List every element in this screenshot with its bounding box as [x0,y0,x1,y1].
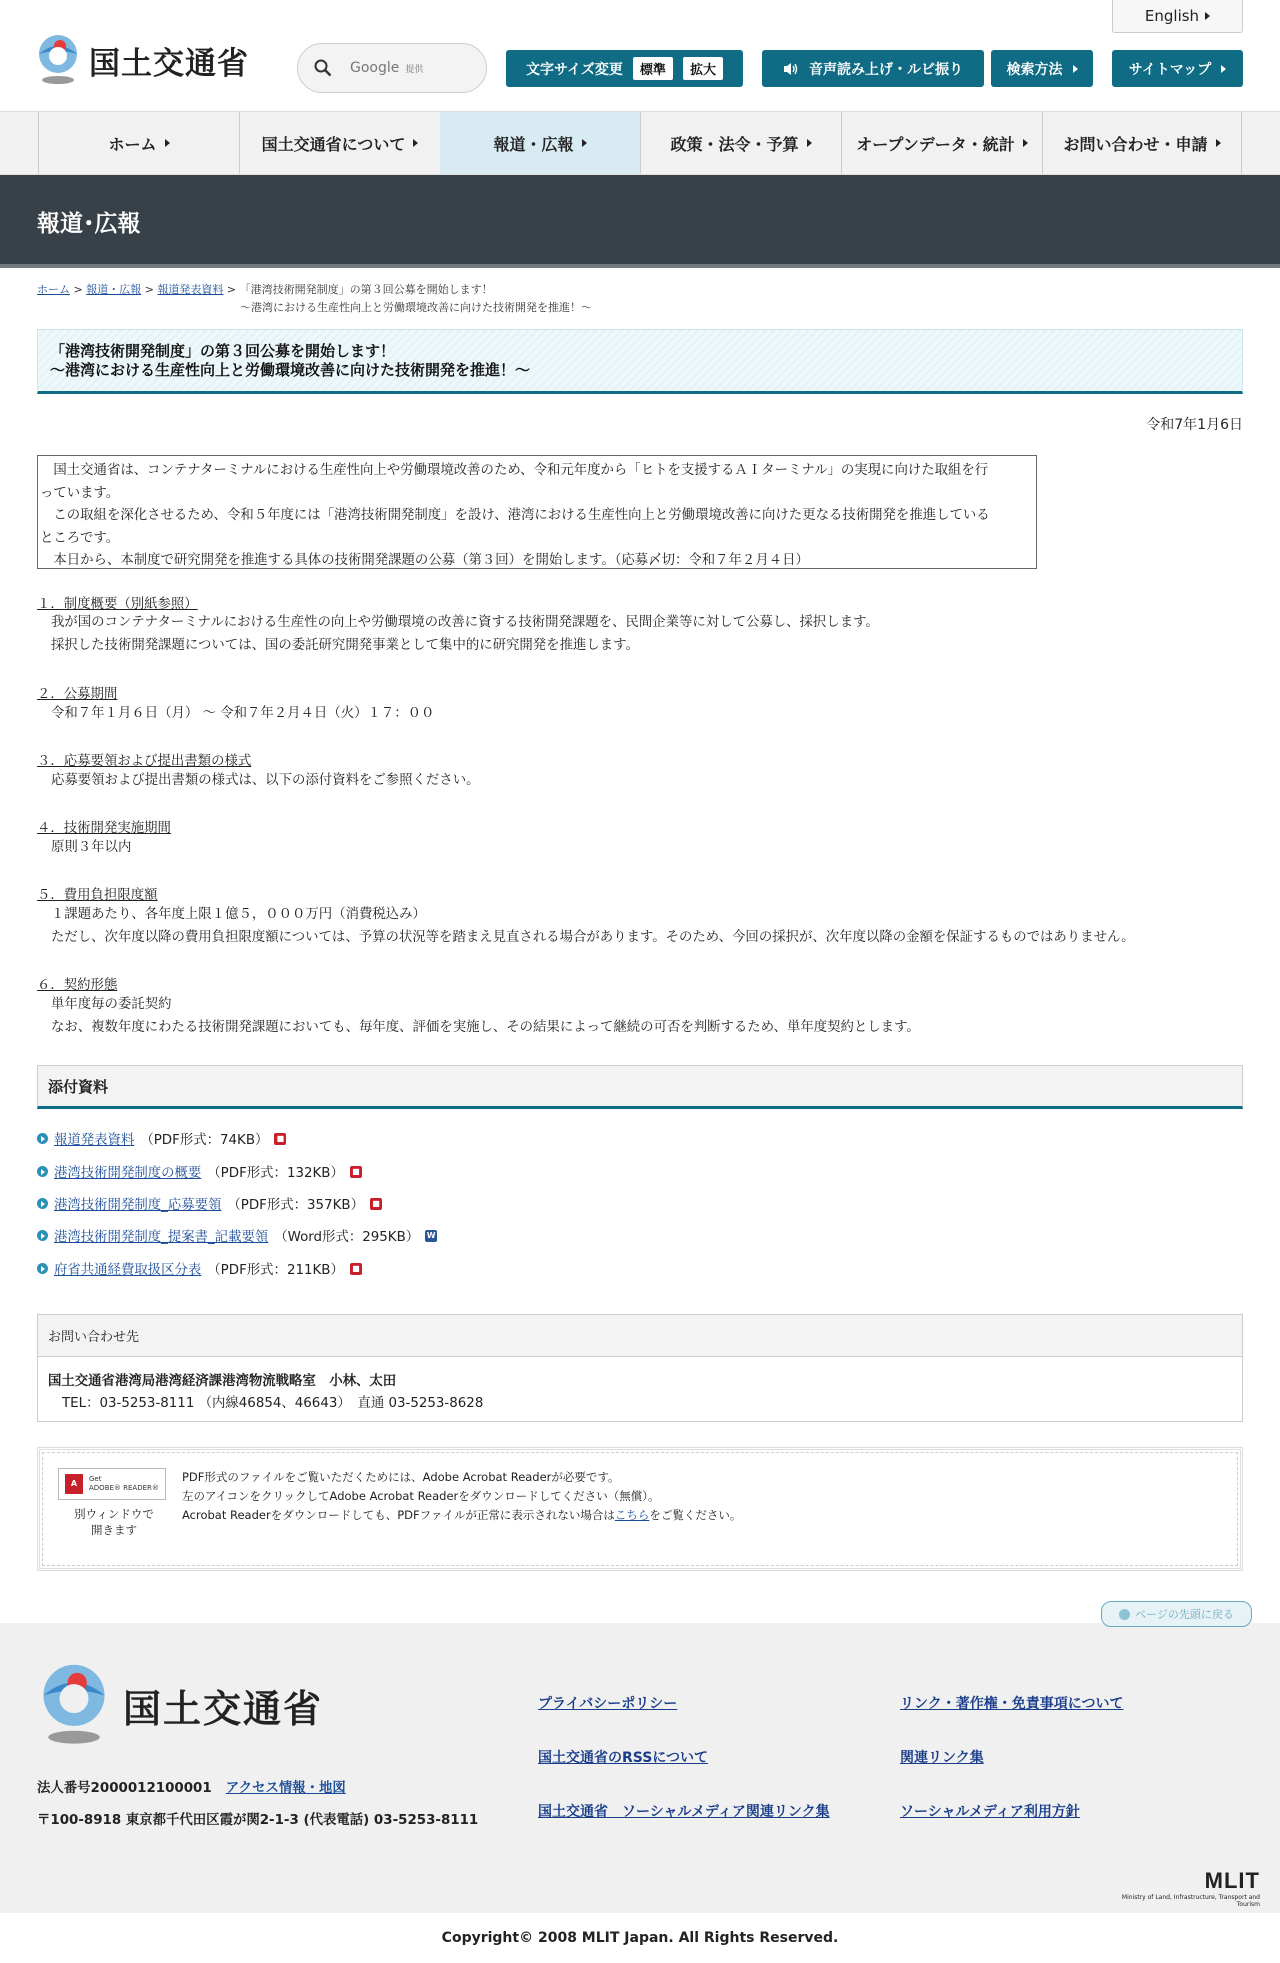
address: 〒100-8918 東京都千代田区霞が関2-1-3 (代表電話) 03-5253-8111 [37,1813,479,1828]
arrow-right-icon [807,139,812,147]
attachment-meta: （PDF形式：211KB） [207,1263,344,1278]
nav-press[interactable] [440,112,640,174]
english-label: English [1144,7,1200,25]
breadcrumb: ホーム > 報道・広報 > 報道発表資料 > 「港湾技術開発制度」の第３回公募を開始します！ ～港湾における生産性向上と労働環境改善に向けた技術開発を推進！～ [37,283,592,314]
contact-box [37,1314,1243,1422]
bullet-icon [37,1166,48,1177]
mlit-logo-icon [35,34,81,86]
adobe-badge-line: ADOBE® READER® [89,1484,159,1492]
arrow-right-icon [582,139,587,147]
section-line: ただし、次年度以降の費用負担限度額については、予算の状況等を踏まえ見直される場合があります。そのため、今回の採択が、次年度以降の金額を保証するものではありません。 [51,930,1135,945]
nav-label: ホーム [108,134,157,154]
corporate-number [37,1777,346,1796]
footer-link-rss[interactable]: 国土交通省のRSSについて [538,1750,709,1766]
font-size-label: 文字サイズ変更 [526,61,623,78]
section-line: 令和７年１月６日（月） ～ 令和７年２月４日（火）１７：００ [51,706,435,721]
mlit-text: MLIT [1204,1868,1260,1893]
mlit-subtext: Ministry of Land, Infrastructure, Transport and Tourism [1121,1894,1260,1908]
get-adobe-reader-button[interactable] [58,1468,166,1500]
voice-ruby-button[interactable] [762,50,984,87]
font-large-button[interactable]: 拡大 [683,57,723,80]
section-text [51,903,1135,949]
page-title-box [37,329,1243,394]
breadcrumb-home[interactable]: ホーム [37,283,70,296]
search-icon [314,59,332,77]
adobe-caption [60,1506,168,1538]
nav-about[interactable] [239,112,440,174]
footer-link-copyright[interactable]: リンク・著作権・免責事項について [900,1696,1124,1712]
search-placeholder: Google [350,60,400,76]
section-line: なお、複数年度にわたる技術開発課題においても、毎年度、評価を実施し、その結果によって継続の可否を判断するため、単年度契約とします。 [51,1020,920,1035]
section-heading: ５．費用負担限度額 [37,888,158,903]
english-link[interactable] [1112,0,1243,33]
search-box[interactable] [297,43,487,93]
bullet-icon [37,1263,48,1274]
adobe-reader-notice [37,1447,1243,1571]
search-method-label: 検索方法 [1006,61,1063,78]
attachments-heading: 添付資料 [37,1065,1243,1109]
nav-label: 国土交通省について [261,134,406,154]
attachment-item [37,1226,437,1245]
adobe-badge-text [89,1475,159,1493]
mlit-logo-icon [37,1663,111,1747]
arrow-right-icon [1023,139,1028,147]
contact-tel: TEL：03-5253-8111 （内線46854、46643） 直通 03-5253-8628 [62,1396,484,1411]
adobe-help-link[interactable]: こちら [614,1508,650,1522]
section-text [51,769,480,792]
attachment-meta: （PDF形式：357KB） [227,1198,364,1213]
nav-label: 政策・法令・予算 [670,134,799,154]
breadcrumb-current: 「港湾技術開発制度」の第３回公募を開始します！ [239,283,493,296]
attachment-link[interactable]: 港湾技術開発制度の概要 [54,1166,202,1181]
breadcrumb-press[interactable]: 報道・広報 [86,283,142,296]
page-title: 「港湾技術開発制度」の第３回公募を開始します！ [50,342,396,360]
sitemap-label: サイトマップ [1128,61,1212,78]
corp-no-text: 法人番号2000012100001 [37,1781,212,1796]
font-standard-button[interactable]: 標準 [633,57,673,80]
section-line: 単年度毎の委託契約 [51,997,172,1012]
arrow-up-icon [1119,1609,1130,1620]
breadcrumb-release[interactable]: 報道発表資料 [157,283,224,296]
search-method-button[interactable] [991,50,1093,87]
bullet-icon [37,1230,48,1241]
contact-name: 国土交通省港湾局港湾経済課港湾物流戦略室 小林、太田 [48,1374,397,1389]
word-icon: W [426,1230,436,1240]
attachment-link[interactable]: 港湾技術開発制度_提案書_記載要領 [54,1230,269,1245]
arrow-right-icon [165,139,170,147]
footer-logo[interactable] [37,1663,323,1747]
section-band [0,175,1280,268]
global-nav [0,111,1280,175]
attachment-link[interactable]: 港湾技術開発制度_応募要領 [54,1198,222,1213]
footer-link-social[interactable]: 国土交通省 ソーシャルメディア関連リンク集 [538,1804,830,1820]
logo-text: 国土交通省 [89,45,249,82]
attachment-link[interactable]: 府省共通経費取扱区分表 [54,1263,202,1278]
arrow-right-icon [1216,139,1221,147]
bullet-icon [37,1198,48,1209]
section-title: 報道･広報 [37,211,141,237]
section-line: 原則３年以内 [51,840,132,855]
arrow-right-icon [1221,65,1226,73]
adobe-badge-line: Get [89,1475,102,1483]
attachment-item [37,1259,362,1278]
intro-line: 国土交通省は、コンテナターミナルにおける生産性向上や労働環境改善のため、令和元年度から「ヒトを支援するＡＩターミナル」の実現に向けた取組を行 [40,463,989,478]
access-map-link[interactable]: アクセス情報・地図 [225,1781,346,1796]
contact-heading: お問い合わせ先 [38,1315,1242,1357]
footer-link-related[interactable]: 関連リンク集 [900,1750,984,1766]
attachment-link[interactable]: 報道発表資料 [54,1133,135,1148]
section-text [51,993,920,1039]
footer-link-privacy[interactable]: プライバシーポリシー [538,1696,678,1712]
section-heading: ２．公募期間 [37,687,118,702]
font-size-control [506,50,743,87]
mlit-wordmark [1100,1868,1260,1908]
pdf-icon: ■ [274,1133,286,1145]
section-line: 我が国のコンテナターミナルにおける生産性の向上や労働環境の改善に資する技術開発課題を、民間企業等に対して公募し、採択します。 [51,615,879,630]
section-text [51,611,879,657]
attachment-meta: （Word形式：295KB） [274,1230,420,1245]
intro-line: 本日から、本制度で研究開発を推進する具体の技術開発課題の公募（第３回）を開始します。（応募〆切：令和７年２月４日） [40,553,809,568]
section-heading: １．制度概要（別紙参照） [37,597,198,612]
adobe-caption-line: 開きます [91,1523,137,1537]
arrow-right-icon [1073,65,1078,73]
footer-link-social-policy[interactable]: ソーシャルメディア利用方針 [900,1804,1080,1820]
section-line: 応募要領および提出書類の様式は、以下の添付資料をご参照ください。 [51,773,480,788]
arrow-right-icon [413,139,418,147]
intro-line: この取組を深化させるため、令和５年度には「港湾技術開発制度」を設け、港湾における生産性向上と労働環境改善に向けた更なる技術開発を推進している [40,508,990,523]
intro-line: っています。 [40,485,120,501]
adobe-text-part: をご覧ください。 [649,1508,742,1522]
intro-line: ところです。 [40,530,120,546]
sitemap-button[interactable] [1112,50,1243,87]
pdf-icon: ■ [370,1198,382,1210]
attachment-meta: （PDF形式：74KB） [140,1133,269,1148]
intro-box [37,455,1037,569]
attachment-meta: （PDF形式：132KB） [207,1166,344,1181]
search-provided-label: 提供 [405,65,424,75]
attachment-item [37,1194,382,1213]
back-to-top-button[interactable] [1101,1601,1252,1627]
nav-label: お問い合わせ・申請 [1063,134,1208,154]
page-subtitle: ～港湾における生産性向上と労働環境改善に向けた技術開発を推進！～ [50,361,531,379]
copyright: Copyright© 2008 MLIT Japan. All Rights Reserved. [0,1913,1280,1963]
footer-logo-text: 国土交通省 [123,1685,324,1731]
nav-label: 報道・広報 [493,134,574,154]
section-heading: ３．応募要領および提出書類の様式 [37,754,252,769]
adobe-pdf-icon: A [65,1474,83,1494]
adobe-text-part: Acrobat Readerをダウンロードしても、PDFファイルが正常に表示されない場合は [182,1508,615,1522]
speaker-icon [783,62,799,76]
nav-contact[interactable] [1042,112,1242,174]
attachment-item [37,1129,286,1148]
footer [0,1623,1280,1913]
section-line: 採択した技術開発課題については、国の委託研究開発事業として集中的に研究開発を推進します。 [51,638,639,653]
pdf-icon: ■ [350,1263,362,1275]
pdf-icon: ■ [350,1166,362,1178]
arrow-right-icon [1205,12,1210,20]
adobe-text-line: 左のアイコンをクリックしてAdobe Acrobat Readerをダウンロードしてください（無償）。 [182,1489,660,1503]
nav-home[interactable] [38,112,239,174]
section-heading: ６．契約形態 [37,978,118,993]
voice-label: 音声読み上げ・ルビ振り [809,61,963,78]
back-to-top-label: ページの先頭に戻る [1135,1608,1234,1621]
nav-opendata[interactable] [841,112,1042,174]
section-text [51,702,434,725]
section-heading: ４．技術開発実施期間 [37,821,171,836]
publish-date: 令和7年1月6日 [1146,417,1243,433]
adobe-caption-line: 別ウィンドウで [74,1507,154,1521]
bullet-icon [37,1133,48,1144]
attachment-item [37,1162,362,1181]
breadcrumb-current-sub: ～港湾における生産性向上と労働環境改善に向けた技術開発を推進！～ [240,301,592,314]
nav-label: オープンデータ・統計 [856,134,1015,154]
nav-policy[interactable] [640,112,841,174]
site-logo[interactable] [35,32,265,88]
section-line: １課題あたり、各年度上限１億５，０００万円（消費税込み） [51,907,426,922]
search-input[interactable] [350,60,423,76]
section-text [51,836,131,859]
adobe-text-line: PDF形式のファイルをご覧いただくためには、Adobe Acrobat Readerが必要です。 [182,1470,620,1484]
adobe-text [182,1468,741,1525]
adobe-text-line [182,1506,741,1525]
